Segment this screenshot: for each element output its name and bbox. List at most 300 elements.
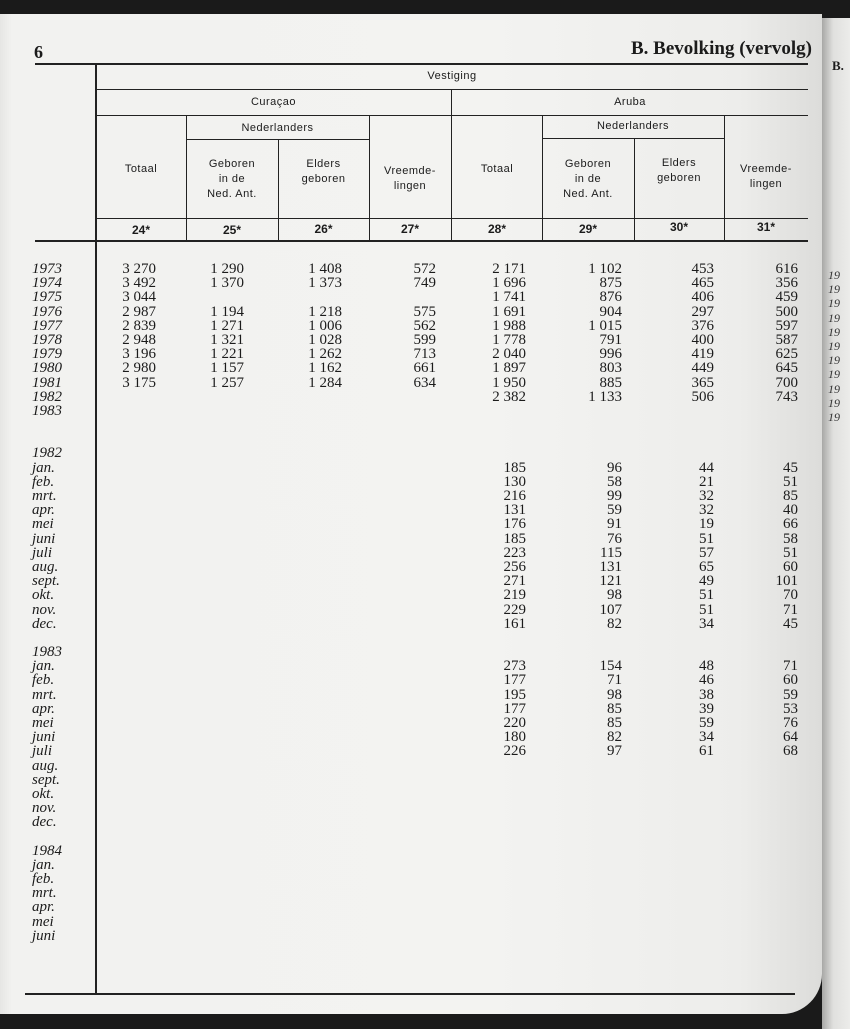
table-cell <box>200 801 244 815</box>
month-label: nov. <box>32 800 57 817</box>
table-cell: 71 <box>607 672 622 689</box>
table-cell <box>770 773 798 787</box>
table-cell <box>110 503 156 517</box>
adjacent-page-year-fragment: 19 <box>828 353 840 368</box>
year-spacer <box>110 446 156 460</box>
year-label: 1975 <box>32 289 62 306</box>
month-label: feb. <box>32 871 55 888</box>
month-label: apr. <box>32 700 55 717</box>
table-cell <box>480 915 526 929</box>
header-c-geboren-line1: Geboren <box>208 158 256 170</box>
table-cell <box>390 532 436 546</box>
table-cell <box>110 673 156 687</box>
table-cell <box>200 730 244 744</box>
table-cell: 180 <box>503 729 526 746</box>
column-30-aruba-elders-geboren <box>680 262 714 943</box>
table-cell <box>680 872 714 886</box>
table-cell <box>200 744 244 758</box>
table-cell: 885 <box>599 374 622 391</box>
month-label: apr. <box>32 899 55 916</box>
adjacent-page-year-fragment: 19 <box>828 381 840 396</box>
table-cell <box>390 702 436 716</box>
table-cell: 229 <box>503 601 526 618</box>
year-label: 1978 <box>32 331 62 348</box>
table-cell: 2 040 <box>492 346 526 363</box>
table-cell: 2 987 <box>122 303 156 320</box>
table-cell <box>390 759 436 773</box>
year-spacer <box>300 844 342 858</box>
table-cell <box>570 915 622 929</box>
table-cell: 1 271 <box>210 317 244 334</box>
year-spacer <box>480 844 526 858</box>
year-spacer <box>570 645 622 659</box>
month-label: nov. <box>32 601 57 618</box>
table-cell <box>200 588 244 602</box>
table-cell <box>300 475 342 489</box>
table-cell <box>300 617 342 631</box>
table-cell <box>200 702 244 716</box>
table-cell: 713 <box>413 346 436 363</box>
header-c-elders-line1: Elders <box>306 158 341 170</box>
year-spacer <box>680 446 714 460</box>
table-cell <box>300 560 342 574</box>
table-cell <box>770 872 798 886</box>
section-title: B. Bevolking (vervolg) <box>630 38 812 59</box>
table-cell: 99 <box>607 488 622 504</box>
table-cell <box>480 872 526 886</box>
table-cell: 297 <box>691 303 714 320</box>
year-spacer <box>300 645 342 659</box>
table-cell: 64 <box>783 729 798 746</box>
table-cell: 59 <box>699 715 714 731</box>
table-cell <box>570 858 622 872</box>
table-cell <box>300 390 342 404</box>
colnum-25: 25* <box>222 223 242 237</box>
adjacent-page-edge <box>822 18 850 1029</box>
table-cell: 101 <box>775 573 798 590</box>
table-cell <box>570 787 622 801</box>
table-cell <box>110 560 156 574</box>
table-cell: 71 <box>783 601 798 618</box>
table-cell <box>200 688 244 702</box>
table-cell <box>570 886 622 900</box>
header-a-elders-line2: geboren <box>657 172 701 184</box>
month-label: okt. <box>32 785 55 802</box>
table-cell: 1 006 <box>308 317 342 334</box>
table-cell: 1 257 <box>210 374 244 391</box>
header-c-vreemde-line1: Vreemde- <box>384 165 436 177</box>
year-label: 1977 <box>32 317 62 334</box>
header-a-geboren <box>542 157 634 202</box>
year-spacer <box>110 645 156 659</box>
table-cell: 1 221 <box>210 346 244 363</box>
table-cell <box>390 716 436 730</box>
table-cell: 19 <box>699 516 714 533</box>
month-label: juli <box>32 743 53 760</box>
table-cell <box>680 773 714 787</box>
table-cell: 51 <box>783 473 798 490</box>
table-cell: 66 <box>783 516 798 533</box>
table-cell: 176 <box>503 516 526 533</box>
adjacent-page-year-fragment: 19 <box>828 268 840 282</box>
month-label: juni <box>32 927 56 944</box>
table-cell <box>480 787 526 801</box>
table-cell <box>390 659 436 673</box>
table-cell <box>110 787 156 801</box>
month-label: aug. <box>32 757 59 774</box>
year-spacer <box>570 446 622 460</box>
year-spacer <box>300 446 342 460</box>
table-cell <box>200 886 244 900</box>
table-cell: 3 196 <box>122 346 156 363</box>
table-cell: 96 <box>607 459 622 476</box>
header-c-geboren <box>186 157 278 202</box>
table-cell: 220 <box>503 715 526 731</box>
table-top-rule <box>35 63 808 65</box>
table-cell <box>300 801 342 815</box>
table-cell: 44 <box>699 459 714 476</box>
table-cell <box>300 517 342 531</box>
table-cell <box>390 929 436 943</box>
table-cell <box>110 929 156 943</box>
table-bottom-rule <box>25 993 795 995</box>
table-cell <box>390 688 436 702</box>
adjacent-page-year-fragment: 19 <box>828 310 840 325</box>
table-cell <box>770 787 798 801</box>
table-cell: 634 <box>413 374 436 391</box>
table-cell: 130 <box>503 473 526 490</box>
table-cell <box>110 744 156 758</box>
year-spacer <box>480 446 526 460</box>
table-cell <box>200 773 244 787</box>
table-cell <box>390 673 436 687</box>
table-cell: 3 492 <box>122 275 156 292</box>
table-cell <box>110 773 156 787</box>
table-cell: 3 270 <box>122 261 156 277</box>
year-spacer <box>390 844 436 858</box>
table-cell: 599 <box>413 331 436 348</box>
month-label: jan. <box>32 856 55 873</box>
table-cell: 1 015 <box>588 317 622 334</box>
table-cell: 1 102 <box>588 261 622 277</box>
colnum-27: 27* <box>400 222 420 236</box>
table-cell: 1 321 <box>210 331 244 348</box>
table-cell: 1 373 <box>308 275 342 292</box>
table-cell <box>110 617 156 631</box>
table-cell <box>300 773 342 787</box>
table-cell <box>200 716 244 730</box>
year-spacer <box>390 645 436 659</box>
month-label: mrt. <box>32 488 57 504</box>
adjacent-page-year-fragment: 19 <box>828 410 840 424</box>
table-cell <box>110 759 156 773</box>
table-cell <box>300 716 342 730</box>
month-label: juni <box>32 729 56 746</box>
table-cell: 500 <box>775 303 798 320</box>
table-island-rule <box>96 115 808 116</box>
header-a-vreemde <box>724 162 808 192</box>
header-a-geboren-line2: in de <box>574 173 602 185</box>
table-cell: 39 <box>699 700 714 717</box>
column-29-aruba-geboren-ned-ant <box>570 262 622 943</box>
header-a-geboren-line3: Ned. Ant. <box>563 188 613 200</box>
table-cell: 1 028 <box>308 331 342 348</box>
column-26-curacao-elders-geboren <box>300 262 342 943</box>
year-spacer <box>110 844 156 858</box>
year-spacer <box>200 844 244 858</box>
table-cell <box>480 801 526 815</box>
table-cell: 791 <box>599 331 622 348</box>
year-spacer <box>770 844 798 858</box>
table-cell <box>110 716 156 730</box>
table-cell: 2 171 <box>492 261 526 277</box>
table-cell: 1 950 <box>492 374 526 391</box>
month-label: dec. <box>32 615 57 632</box>
table-cell <box>300 489 342 503</box>
table-cell <box>110 688 156 702</box>
table-cell <box>680 801 714 815</box>
month-label: sept. <box>32 573 60 590</box>
row-labels <box>32 262 92 943</box>
table-cell: 61 <box>699 743 714 760</box>
table-cell <box>390 404 436 418</box>
header-c-vreemde <box>369 164 451 194</box>
table-cell: 82 <box>607 615 622 632</box>
table-cell: 749 <box>413 275 436 292</box>
table-cell <box>200 900 244 914</box>
table-cell <box>300 574 342 588</box>
table-cell: 57 <box>699 544 714 561</box>
table-cell <box>200 915 244 929</box>
table-cell: 256 <box>503 558 526 575</box>
table-cell: 996 <box>599 346 622 363</box>
table-cell: 32 <box>699 488 714 504</box>
year-spacer <box>570 844 622 858</box>
table-cell: 48 <box>699 658 714 675</box>
table-cell <box>110 517 156 531</box>
table-cell: 575 <box>413 303 436 320</box>
table-cell <box>570 773 622 787</box>
table-cell: 185 <box>503 530 526 547</box>
table-cell <box>200 390 244 404</box>
table-cell: 1 778 <box>492 331 526 348</box>
month-label: jan. <box>32 658 55 675</box>
table-cell: 419 <box>691 346 714 363</box>
header-a-totaal: Totaal <box>480 163 514 175</box>
year-label: 1983 <box>32 402 62 419</box>
header-a-vreemde-line1: Vreemde- <box>740 163 792 175</box>
header-c-vreemde-line2: lingen <box>393 180 427 192</box>
table-cell <box>300 688 342 702</box>
table-cell: 616 <box>775 261 798 277</box>
table-cell: 71 <box>783 658 798 675</box>
table-cell <box>200 673 244 687</box>
table-cell: 465 <box>691 275 714 292</box>
header-c-totaal: Totaal <box>124 163 158 175</box>
colnum-28: 28* <box>487 222 507 236</box>
table-cell: 3 175 <box>122 374 156 391</box>
table-cell <box>770 886 798 900</box>
month-label: apr. <box>32 502 55 519</box>
month-label: jan. <box>32 459 55 476</box>
year-heading: 1982 <box>32 445 62 462</box>
table-cell: 625 <box>775 346 798 363</box>
header-curacao: Curaçao <box>250 96 297 108</box>
year-label: 1974 <box>32 275 62 292</box>
table-cell <box>300 659 342 673</box>
table-cell <box>300 404 342 418</box>
table-cell: 365 <box>691 374 714 391</box>
table-cell: 195 <box>503 686 526 703</box>
year-label: 1980 <box>32 360 62 377</box>
table-cell <box>770 759 798 773</box>
table-cell <box>300 702 342 716</box>
table-cell <box>680 787 714 801</box>
stub-divider <box>95 63 97 995</box>
table-cell <box>390 503 436 517</box>
year-spacer <box>770 645 798 659</box>
table-cell: 572 <box>413 261 436 277</box>
table-cell <box>390 744 436 758</box>
colnum-24: 24* <box>131 223 151 237</box>
year-label: 1979 <box>32 346 62 363</box>
table-cell: 161 <box>503 615 526 632</box>
table-cell: 53 <box>783 700 798 717</box>
table-cell <box>570 759 622 773</box>
table-cell <box>300 290 342 304</box>
table-cell <box>300 588 342 602</box>
table-cell <box>110 915 156 929</box>
table-cell: 51 <box>699 587 714 604</box>
table-cell <box>300 546 342 560</box>
table-cell <box>110 390 156 404</box>
year-label: 1973 <box>32 261 62 277</box>
table-cell: 645 <box>775 360 798 377</box>
adjacent-page-year-fragment: 19 <box>828 324 840 339</box>
month-label: okt. <box>32 587 55 604</box>
table-cell: 131 <box>599 558 622 575</box>
colnum-29: 29* <box>578 222 598 236</box>
table-cell: 400 <box>691 331 714 348</box>
table-cell: 59 <box>607 502 622 519</box>
table-cell <box>390 872 436 886</box>
table-cell <box>300 673 342 687</box>
table-cell <box>390 290 436 304</box>
table-cell <box>680 404 714 418</box>
year-label: 1982 <box>32 388 62 405</box>
table-cell: 85 <box>607 700 622 717</box>
table-cell <box>200 617 244 631</box>
month-label: feb. <box>32 473 55 490</box>
month-label: juni <box>32 530 56 547</box>
table-cell <box>570 900 622 914</box>
table-cell: 131 <box>503 502 526 519</box>
a-ned-under <box>542 138 724 139</box>
table-cell <box>300 900 342 914</box>
table-cell: 223 <box>503 544 526 561</box>
table-cell <box>110 532 156 546</box>
year-spacer <box>480 645 526 659</box>
table-cell <box>680 915 714 929</box>
table-cell: 154 <box>599 658 622 675</box>
table-cell: 58 <box>783 530 798 547</box>
table-cell: 121 <box>599 573 622 590</box>
table-cell <box>300 759 342 773</box>
table-cell <box>110 801 156 815</box>
table-cell: 449 <box>691 360 714 377</box>
month-label: juli <box>32 544 53 561</box>
table-cell: 98 <box>607 686 622 703</box>
table-cell <box>200 603 244 617</box>
header-c-elders <box>278 157 369 187</box>
table-cell: 68 <box>783 743 798 760</box>
header-c-geboren-line3: Ned. Ant. <box>207 188 257 200</box>
table-cell: 226 <box>503 743 526 760</box>
table-cell <box>480 900 526 914</box>
table-cell <box>110 404 156 418</box>
table-cell: 271 <box>503 573 526 590</box>
table-cell <box>770 900 798 914</box>
table-cell: 803 <box>599 360 622 377</box>
table-cell: 38 <box>699 686 714 703</box>
table-cell: 76 <box>607 530 622 547</box>
table-cell: 51 <box>699 601 714 618</box>
table-cell <box>390 773 436 787</box>
table-cell: 875 <box>599 275 622 292</box>
table-cell: 700 <box>775 374 798 391</box>
table-cell <box>300 787 342 801</box>
table-cell <box>110 815 156 829</box>
month-label: mrt. <box>32 885 57 902</box>
month-label: aug. <box>32 558 59 575</box>
table-cell <box>770 929 798 943</box>
table-cell: 2 948 <box>122 331 156 348</box>
table-cell <box>200 404 244 418</box>
table-cell <box>390 489 436 503</box>
year-spacer <box>200 645 244 659</box>
table-cell: 1 741 <box>492 289 526 306</box>
table-cell <box>390 858 436 872</box>
adjacent-page-year-fragment: 19 <box>828 296 840 311</box>
table-cell <box>390 574 436 588</box>
header-aruba: Aruba <box>614 96 646 108</box>
table-cell: 76 <box>783 715 798 731</box>
table-cell: 1 897 <box>492 360 526 377</box>
table-cell <box>680 815 714 829</box>
table-vestiging-rule <box>96 89 808 90</box>
table-cell: 3 044 <box>122 289 156 306</box>
column-27-curacao-vreemdelingen <box>390 262 436 943</box>
table-cell <box>390 617 436 631</box>
table-cell <box>300 872 342 886</box>
column-24-curacao-totaal <box>110 262 156 943</box>
table-cell <box>390 787 436 801</box>
table-cell: 70 <box>783 587 798 604</box>
table-cell <box>110 461 156 475</box>
table-cell: 876 <box>599 289 622 306</box>
table-cell <box>110 702 156 716</box>
year-spacer <box>200 446 244 460</box>
table-cell <box>200 872 244 886</box>
table-cell: 85 <box>607 715 622 731</box>
month-label: feb. <box>32 672 55 689</box>
table-cell <box>680 900 714 914</box>
table-cell: 459 <box>775 289 798 306</box>
table-colnum-top-rule <box>96 218 808 219</box>
table-cell: 59 <box>783 686 798 703</box>
table-cell: 85 <box>783 488 798 504</box>
table-cell: 506 <box>691 388 714 405</box>
